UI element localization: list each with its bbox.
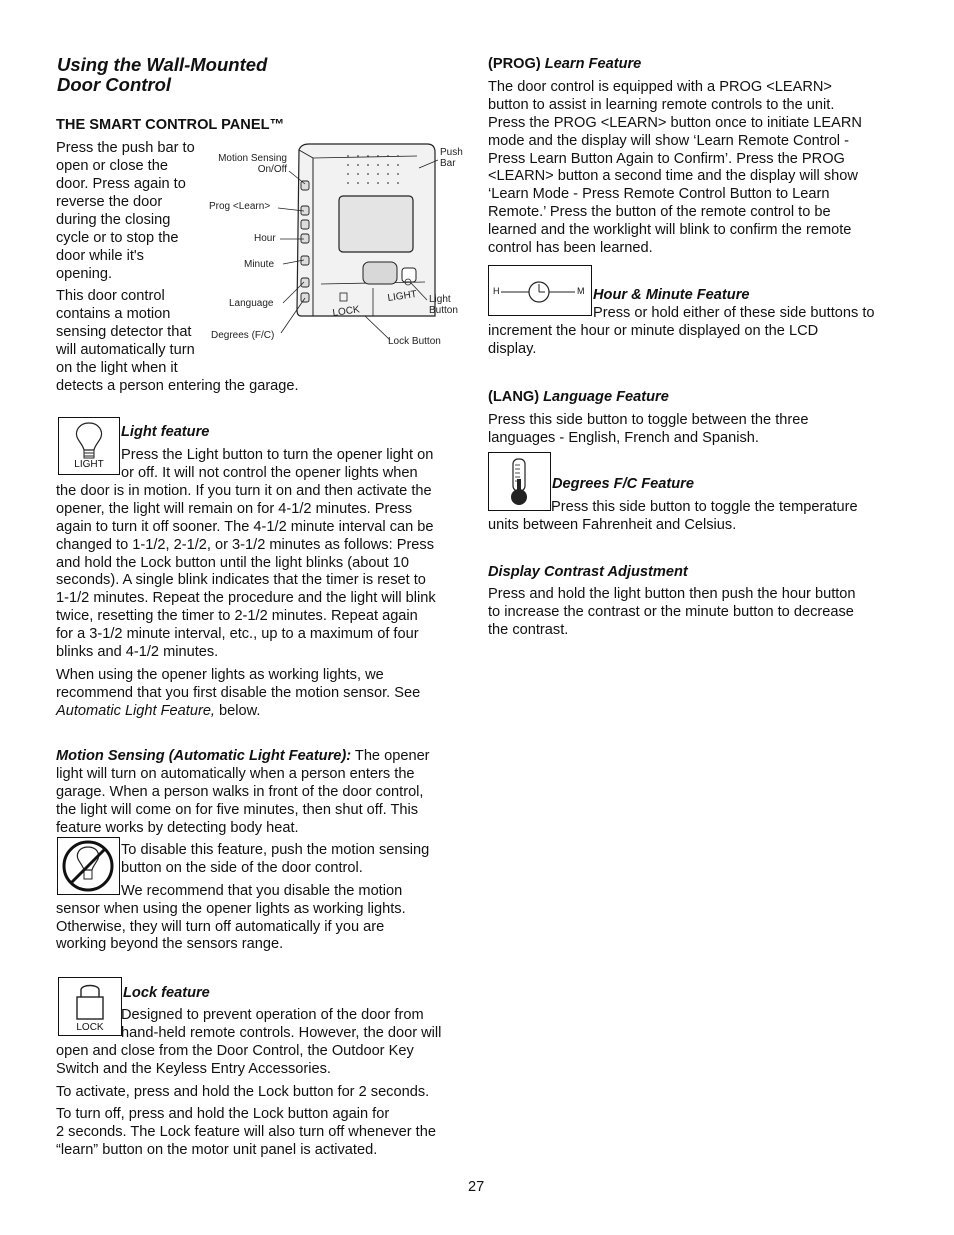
page-number: 27 <box>468 1179 485 1195</box>
automatic-light-reference <box>56 702 260 720</box>
text-line: for a 3-1/2 minute interval, etc., up to a maximum of four <box>56 626 419 642</box>
label-push-bar <box>440 147 463 169</box>
control-panel-diagram <box>205 138 475 353</box>
language-heading-bold: (LANG) <box>488 389 540 405</box>
text-line: “learn” button on the motor unit panel is activated. <box>56 1142 378 1158</box>
text-line: garage. When a person walks in front of the door control, <box>56 784 424 800</box>
no-light-graphic <box>58 838 119 894</box>
hour-minute-graphic <box>489 266 591 315</box>
text-line: reverse the door <box>56 194 163 210</box>
page-title-line-1: Using the Wall-Mounted <box>57 54 268 75</box>
text-line: Designed to prevent operation of the door from <box>121 1007 424 1023</box>
language-heading-italic: Language Feature <box>543 389 669 405</box>
label-hour: Hour <box>254 233 276 244</box>
text-line: Press the Light button to turn the opener light on <box>121 447 434 463</box>
text-line: contains a motion <box>56 306 171 322</box>
text-line: Press Learn Button Again to Confirm’. Press the PROG <box>488 151 845 167</box>
text-line: 2 seconds. The Lock feature will also turn off whenever the <box>56 1124 436 1140</box>
text-line: Switch and the Keyless Entry Accessories. <box>56 1061 331 1077</box>
text-line: increment the hour or minute displayed on the LCD <box>488 323 819 339</box>
text-line: sensor when using the opener lights as working lights. <box>56 901 406 917</box>
label-line: Button <box>429 305 458 316</box>
light-feature-heading: Light feature <box>121 424 210 440</box>
minute-letter: M <box>577 286 585 296</box>
panel-light-label: LIGHT <box>386 288 418 304</box>
text-line: cycle or to stop the <box>56 230 179 246</box>
label-minute: Minute <box>244 259 275 270</box>
text-line: again to turn it off sooner. The 4-1/2 minute interval can be <box>56 519 434 535</box>
text-line: languages - English, French and Spanish. <box>488 430 759 446</box>
text-line: Press this side button to toggle between the three <box>488 412 809 428</box>
text-line: button on the side of the door control. <box>121 860 363 876</box>
text-line: or off. It will not control the opener lights when <box>121 465 418 481</box>
text-line: learned and the worklight will blink to confirm the remote <box>488 222 852 238</box>
smart-panel-heading: THE SMART CONTROL PANEL™ <box>56 117 285 133</box>
lock-icon <box>58 977 122 1036</box>
text-line: <LEARN> button a second time and the display will show <box>488 168 858 184</box>
text-line: detects a person entering the garage. <box>56 378 299 394</box>
text-line: hand-held remote controls. However, the door will <box>121 1025 442 1041</box>
prog-heading <box>488 55 641 73</box>
label-line: On/Off <box>257 164 287 175</box>
page-title-line-2: Door Control <box>57 74 172 95</box>
lock-feature-heading: Lock feature <box>123 985 210 1001</box>
text-line: To turn off, press and hold the Lock button again for <box>56 1106 390 1122</box>
prog-heading-italic: Learn Feature <box>544 56 642 72</box>
text-span: The opener <box>351 748 430 764</box>
text-line: To disable this feature, push the motion sensing <box>121 842 430 858</box>
text-line: Press or hold either of these side buttons to <box>593 305 875 321</box>
no-light-icon <box>57 837 120 895</box>
text-line: recommend that you first disable the motion sensor. See <box>56 685 421 701</box>
text-line: during the closing <box>56 212 171 228</box>
text-line: When using the opener lights as working lights, we <box>56 667 384 683</box>
label-line: Bar <box>440 158 456 169</box>
text-line: The door control is equipped with a PROG <LEARN> <box>488 79 832 95</box>
motion-sensing-heading-line <box>56 747 430 765</box>
text-line: twice, resetting the timer to 2-1/2 minutes. Repeat again <box>56 608 418 624</box>
text-line: open and close from the Door Control, the Outdoor Key <box>56 1043 414 1059</box>
text-line: the door is in motion. If you turn it on and then activate the <box>56 483 432 499</box>
hour-letter: H <box>493 286 500 296</box>
text-line: control has been learned. <box>488 240 653 256</box>
text-line: Remote.’ Press the button of the remote control to be <box>488 204 831 220</box>
hour-minute-icon <box>488 265 592 316</box>
motion-sensing-heading: Motion Sensing (Automatic Light Feature): <box>56 748 352 764</box>
text-line: 1-1/2 minutes. Repeat the procedure and the light will blink <box>56 590 436 606</box>
text-line: door. Press again to <box>56 176 186 192</box>
bulb-graphic <box>59 418 119 462</box>
text-line: We recommend that you disable the motion <box>121 883 403 899</box>
text-line: ‘Learn Mode - Press Remote Control Button to Learn <box>488 186 830 202</box>
text-line: will automatically turn <box>56 342 195 358</box>
reference-italic: Automatic Light Feature, <box>56 703 215 719</box>
text-line: Press the push bar to <box>56 140 195 156</box>
reference-rest: below. <box>215 703 261 719</box>
lock-graphic <box>59 978 121 1022</box>
light-bulb-icon <box>58 417 120 475</box>
text-line: open or close the <box>56 158 168 174</box>
text-line: door while it's <box>56 248 144 264</box>
label-line: Light <box>429 294 451 305</box>
thermometer-graphic <box>489 453 550 510</box>
label-lock-button: Lock Button <box>388 336 441 347</box>
text-line: the light will come on for five minutes, then shut off. This <box>56 802 419 818</box>
contrast-heading: Display Contrast Adjustment <box>488 564 688 580</box>
text-line: and hold the Lock button until the light blinks (about 10 <box>56 555 409 571</box>
light-icon-caption: LIGHT <box>74 459 104 470</box>
label-motion-sensing <box>211 153 287 175</box>
text-line: To activate, press and hold the Lock button for 2 seconds. <box>56 1084 430 1100</box>
language-heading <box>488 388 669 406</box>
text-line: the contrast. <box>488 622 569 638</box>
thermometer-icon <box>488 452 551 511</box>
label-line: Motion Sensing <box>218 153 287 164</box>
label-line: Push <box>440 147 463 158</box>
degrees-heading: Degrees F/C Feature <box>552 476 694 492</box>
lock-icon-caption: LOCK <box>76 1022 104 1033</box>
text-line: mode and the display will show ‘Learn Remote Control - <box>488 133 849 149</box>
text-line: seconds). A single blink indicates that the timer is reset to <box>56 572 426 588</box>
text-line: feature works by detecting body heat. <box>56 820 299 836</box>
text-line: Press the PROG <LEARN> button once to initiate LEARN <box>488 115 862 131</box>
text-line: blinks and 4-1/2 minutes. <box>56 644 219 660</box>
prog-heading-bold: (PROG) <box>488 56 541 72</box>
text-line: Otherwise, they will turn off automatically if you are <box>56 919 385 935</box>
text-line: to increase the contrast or the minute button to decrease <box>488 604 854 620</box>
text-line: opener, the light will remain on for 4-1/2 minutes. Press <box>56 501 413 517</box>
text-line: This door control <box>56 288 165 304</box>
text-line: Press this side button to toggle the temperature <box>551 499 858 515</box>
label-language: Language <box>229 298 274 309</box>
label-degrees: Degrees (F/C) <box>211 330 275 341</box>
text-line: light will turn on automatically when a person enters the <box>56 766 415 782</box>
text-line: units between Fahrenheit and Celsius. <box>488 517 737 533</box>
panel-lock-label: LOCK <box>331 304 361 319</box>
text-line: button to assist in learning remote controls to the unit. <box>488 97 835 113</box>
text-line: working beyond the sensors range. <box>56 936 284 952</box>
text-line: display. <box>488 341 537 357</box>
text-line: opening. <box>56 266 112 282</box>
text-line: on the light when it <box>56 360 178 376</box>
text-line: sensing detector that <box>56 324 192 340</box>
hour-minute-heading: Hour & Minute Feature <box>593 287 750 303</box>
label-light-button <box>429 294 458 316</box>
text-line: changed to 1-1/2, 2-1/2, or 3-1/2 minutes as follows: Press <box>56 537 435 553</box>
label-prog-learn: Prog <Learn> <box>209 201 271 212</box>
text-line: Press and hold the light button then push the hour button <box>488 586 856 602</box>
